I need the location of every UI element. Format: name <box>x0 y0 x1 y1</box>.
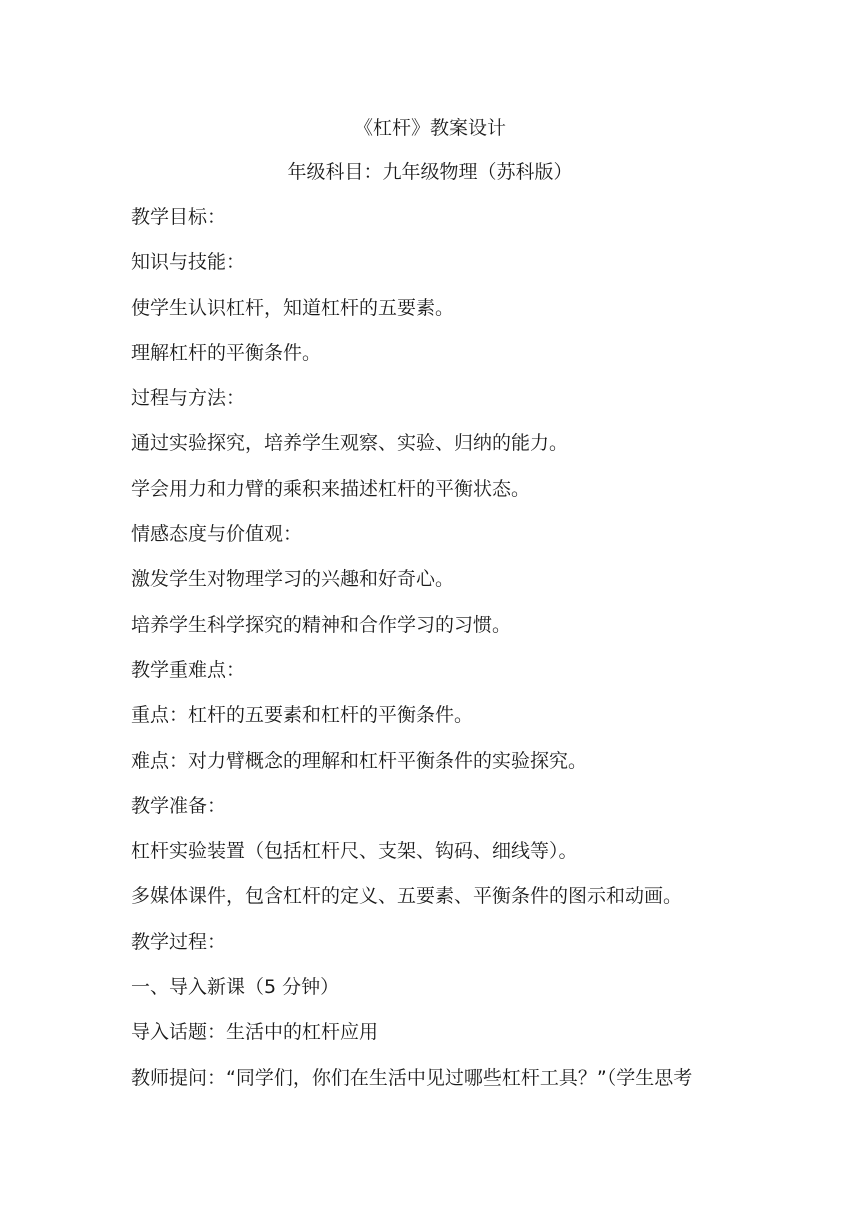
subheading-knowledge-skills: 知识与技能： <box>131 251 246 274</box>
paragraph-line: 难点：对力臂概念的理解和杠杆平衡条件的实验探究。 <box>131 749 588 772</box>
subheading-process-methods: 过程与方法： <box>131 387 246 410</box>
paragraph-line: 学会用力和力臂的乘积来描述杠杆的平衡状态。 <box>131 477 531 500</box>
section-heading-preparation: 教学准备： <box>131 794 227 817</box>
paragraph-line: 导入话题：生活中的杠杆应用 <box>131 1021 379 1044</box>
paragraph-line: 多媒体课件，包含杠杆的定义、五要素、平衡条件的图示和动画。 <box>131 885 683 908</box>
paragraph-line: 激发学生对物理学习的兴趣和好奇心。 <box>131 568 455 591</box>
paragraph-line: 理解杠杆的平衡条件。 <box>131 341 322 364</box>
subheading-introduction: 一、导入新课（5 分钟） <box>131 976 340 999</box>
document-subtitle: 年级科目：九年级物理（苏科版） <box>287 161 573 183</box>
section-heading-process: 教学过程： <box>131 930 227 953</box>
paragraph-line: 使学生认识杠杆，知道杠杆的五要素。 <box>131 296 455 319</box>
paragraph-line: 重点：杠杆的五要素和杠杆的平衡条件。 <box>131 704 474 727</box>
document-title: 《杠杆》教案设计 <box>353 117 506 139</box>
paragraph-line: 培养学生科学探究的精神和合作学习的习惯。 <box>131 613 512 636</box>
section-heading-key-difficulties: 教学重难点： <box>131 658 246 681</box>
paragraph-line: 杠杆实验装置（包括杠杆尺、支架、钩码、细线等）。 <box>131 840 578 863</box>
paragraph-line: 教师提问：“同学们，你们在生活中见过哪些杠杆工具？”（学生思考 <box>131 1066 693 1089</box>
subheading-attitudes-values: 情感态度与价值观： <box>131 523 303 546</box>
section-heading-teaching-objectives: 教学目标： <box>131 206 227 228</box>
paragraph-line: 通过实验探究，培养学生观察、实验、归纳的能力。 <box>131 432 569 455</box>
document-body <box>131 205 751 1111</box>
